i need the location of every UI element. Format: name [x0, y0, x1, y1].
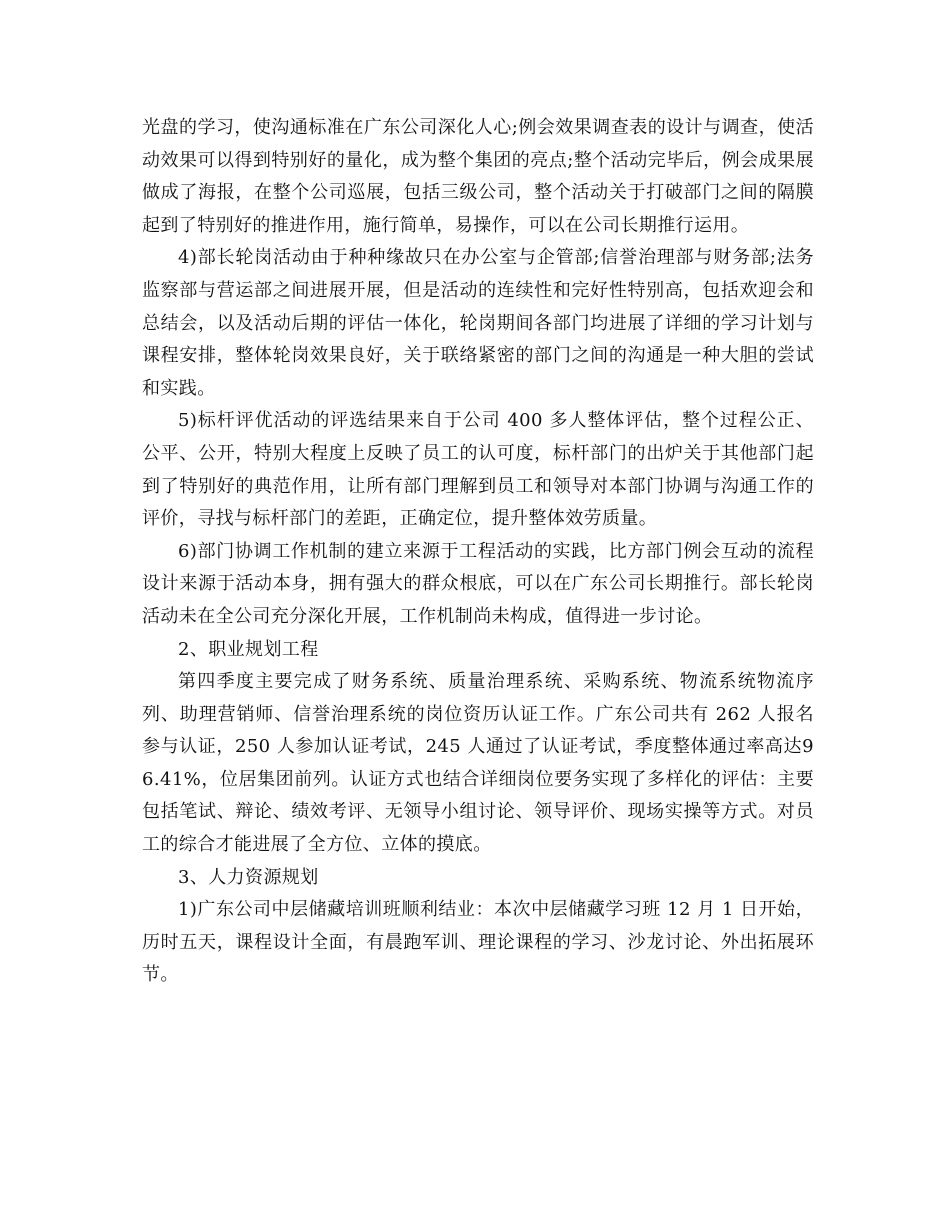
- text-line: 1)广东公司中层储藏培训班顺利结业：本次中层储藏学习班 12 月 1 日开始，: [178, 899, 814, 921]
- text-line: 作的评价，寻找与标杆部门的差距，正确定位，提升整体效劳质量。: [142, 475, 814, 530]
- text-line: 环节。: [142, 931, 814, 986]
- text-line: 参与认证，250 人参加认证考试，245 人通过了认证考试，季度整体通过率高达: [142, 736, 803, 758]
- paragraph-item-4: [142, 242, 814, 405]
- text-line: 轮岗活动未在全公司充分深化开展，工作机制尚未构成，值得进一步讨论。: [142, 573, 814, 627]
- text-line: 光盘的学习，使沟通标准在广东公司深化人心;例会效果调查表的设计与调查，使: [142, 117, 796, 138]
- paragraph-item-5: [142, 405, 814, 535]
- paragraph-career-planning: [142, 666, 814, 862]
- text-line: 96.41%，位居集团前列。认证方式也结合详细岗位要务实现了多样化的评估：主: [142, 736, 814, 790]
- text-line: 的隔膜起到了特别好的推进作用，施行简单，易操作，可以在公司长期推行运用。: [142, 182, 814, 236]
- text-line: 3、人力资源规划: [178, 866, 319, 888]
- text-line: 果展做成了海报，在整个公司巡展，包括三级公司，整个活动关于打破部门之间: [142, 149, 814, 204]
- text-line: 程设计来源于活动本身，拥有强大的群众根底，可以在广东公司长期推行。部长: [142, 540, 814, 595]
- heading-hr-planning: [142, 862, 814, 895]
- paragraph-meeting-summary: [142, 112, 814, 242]
- text-line: 5)标杆评优活动的评选结果来自于公司 400 多人整体评估，整个过程公正、: [178, 410, 814, 432]
- text-line: 计划与课程安排，整体轮岗效果良好，关于联络紧密的部门之间的沟通是一种大: [142, 312, 814, 367]
- paragraph-item-6: [142, 536, 814, 634]
- text-line: 活动效果可以得到特别好的量化，成为整个集团的亮点;整个活动完毕后，例会成: [142, 117, 814, 171]
- text-line: 历时五天，课程设计全面，有晨跑军训、理论课程的学习、沙龙讨论、外出拓展: [142, 931, 796, 953]
- text-line: 要包括笔试、辩论、绩效考评、无领导小组讨论、领导评价、现场实操等方式。: [142, 768, 814, 823]
- text-line: 2、职业规划工程: [178, 638, 319, 660]
- text-line: 起到了特别好的典范作用，让所有部门理解到员工和领导对本部门协调与沟通工: [142, 442, 814, 497]
- heading-career-planning: [142, 634, 814, 667]
- text-line: 胆的尝试和实践。: [142, 345, 815, 399]
- text-line: 对员工的综合才能进展了全方位、立体的摸底。: [142, 801, 814, 856]
- text-line: 4)部长轮岗活动由于种种缘故只在办公室与企管部;信誉治理部与财务部;法: [178, 247, 796, 269]
- text-line: 会和总结会，以及活动后期的评估一体化，轮岗期间各部门均进展了详细的学习: [142, 279, 814, 334]
- text-line: 列、助理营销师、信誉治理系统的岗位资历认证工作。广东公司共有 262 人报名: [142, 703, 814, 725]
- text-line: 务监察部与营运部之间进展开展，但是活动的连续性和完好性特别高，包括欢迎: [142, 247, 814, 301]
- text-line: 公平、公开，特别大程度上反映了员工的认可度，标杆部门的出炉关于其他部门: [142, 442, 796, 464]
- text-line: 第四季度主要完成了财务系统、质量治理系统、采购系统、物流系统物流序: [178, 671, 814, 693]
- document-body: [142, 112, 814, 992]
- paragraph-training-class: [142, 894, 814, 992]
- text-line: 6)部门协调工作机制的建立来源于工程活动的实践，比方部门例会互动的流: [178, 540, 796, 562]
